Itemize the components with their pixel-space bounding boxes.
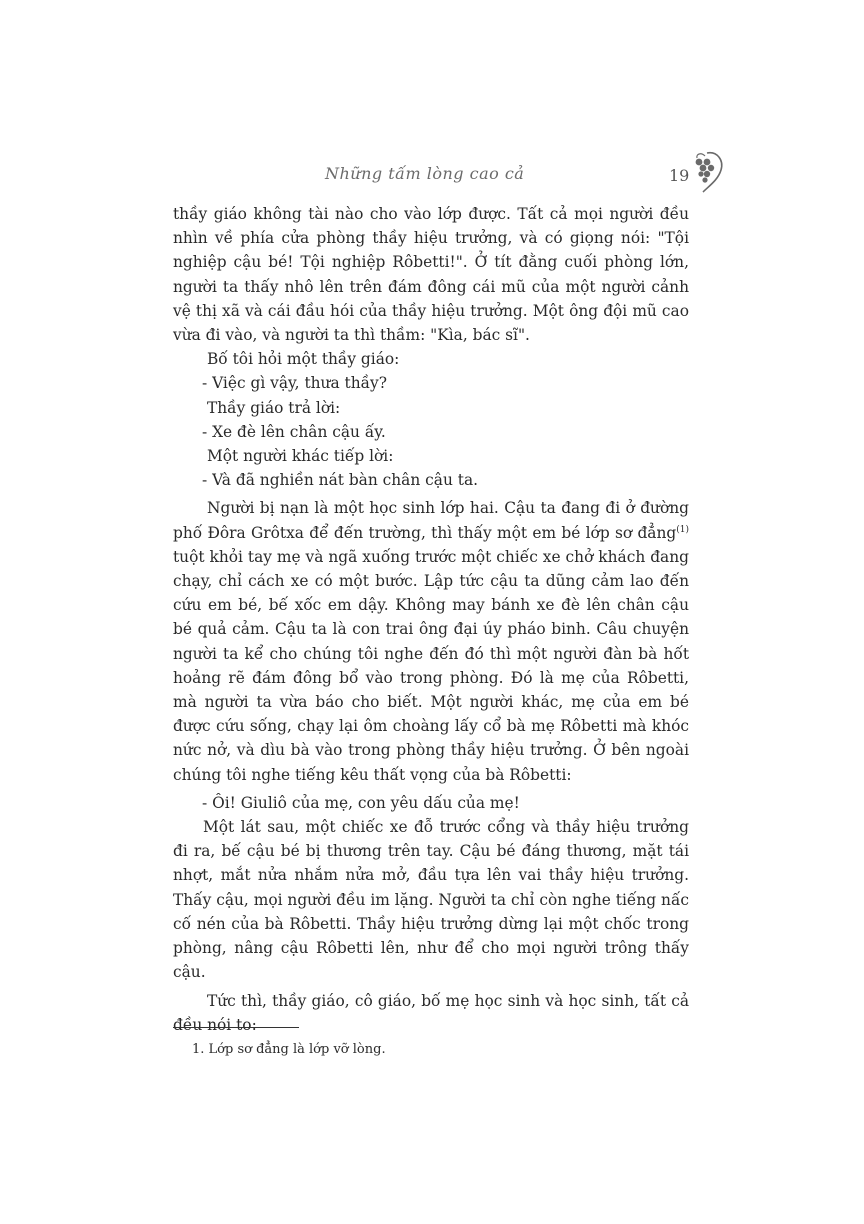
dialogue-line: - Ôi! Giuliô của mẹ, con yêu dấu của mẹ! (202, 793, 520, 812)
paragraph: Tức thì, thầy giáo, cô giáo, bố mẹ học sinh và học sinh, tất cả đều nói to: (173, 991, 689, 1034)
dialogue-line: - Xe đè lên chân cậu ấy. (202, 422, 386, 441)
page-header (175, 160, 725, 200)
paragraph: Một người khác tiếp lời: (207, 447, 394, 466)
body-text (173, 202, 689, 1037)
paragraph: Thầy giáo trả lời: (207, 398, 341, 417)
grape-cluster-ornament-icon (687, 150, 725, 194)
paragraph-text: tuột khỏi tay mẹ và ngã xuống trước một chiếc xe chở khách đang chạy, chỉ cách xe có một bước. Lập tức cậu ta dũng cảm lao đến cứu em bé, bế xốc em dậy. Không may bánh xe đè lên chân cậu bé quả cảm. Cậu ta là con trai ông đại úy pháo binh. Câu chuyện người ta kể cho chúng tôi nghe đến đó thì một người đàn bà hốt hoảng rẽ đám đông bổ vào trong phòng. Đó là mẹ của Rôbetti, mà người ta vừa báo cho biết. Một người khác, mẹ của em bé được cứu sống, chạy lại ôm choàng lấy cổ bà mẹ Rôbetti mà khóc nức nở, và dìu bà vào trong phòng thầy hiệu trưởng. Ở bên ngoài chúng tôi nghe tiếng kêu thất vọng của bà Rôbetti: (173, 547, 689, 784)
dialogue-line: - Và đã nghiền nát bàn chân cậu ta. (202, 471, 479, 490)
paragraph: thầy giáo không tài nào cho vào lớp được. Tất cả mọi người đều nhìn về phía cửa phòng thầy hiệu trưởng, và có giọng nói: "Tội nghiệp cậu bé! Tội nghiệp Rôbetti!". Ở tít đằng cuối phòng lớn, người ta thấy nhô lên trên đám đông cái mũ của một người cảnh vệ thị xã và cái đầu hói của thầy hiệu trưởng. Một ông đội mũ cao vừa đi vào, và người ta thì thầm: "Kìa, bác sĩ". (173, 205, 689, 345)
dialogue-line: - Việc gì vậy, thưa thầy? (202, 374, 388, 393)
running-title: Những tấm lòng cao cả (325, 164, 525, 183)
footnote-marker: (1) (676, 524, 689, 535)
page-number: 19 (669, 166, 690, 185)
footnote: 1. Lớp sơ đẳng là lớp vỡ lòng. (192, 1042, 386, 1057)
paragraph-text: Người bị nạn là một học sinh lớp hai. Cậu ta đang đi ở đường phố Đôra Grôtxa để đến trường, thì thấy một em bé lớp sơ đẳng (173, 499, 689, 542)
paragraph: Bố tôi hỏi một thầy giáo: (207, 350, 400, 369)
paragraph (173, 496, 689, 786)
footnote-divider (173, 1027, 299, 1028)
paragraph: Một lát sau, một chiếc xe đỗ trước cổng và thầy hiệu trưởng đi ra, bế cậu bé bị thương trên tay. Cậu bé đáng thương, mặt tái nhợt, mắt nửa nhắm nửa mở, đầu tựa lên vai thầy hiệu trưởng. Thấy cậu, mọi người đều im lặng. Người ta chỉ còn nghe tiếng nấc cố nén của bà Rôbetti. Thầy hiệu trưởng dừng lại một chốc trong phòng, nâng cậu Rôbetti lên, như để cho mọi người trông thấy cậu. (173, 818, 689, 982)
